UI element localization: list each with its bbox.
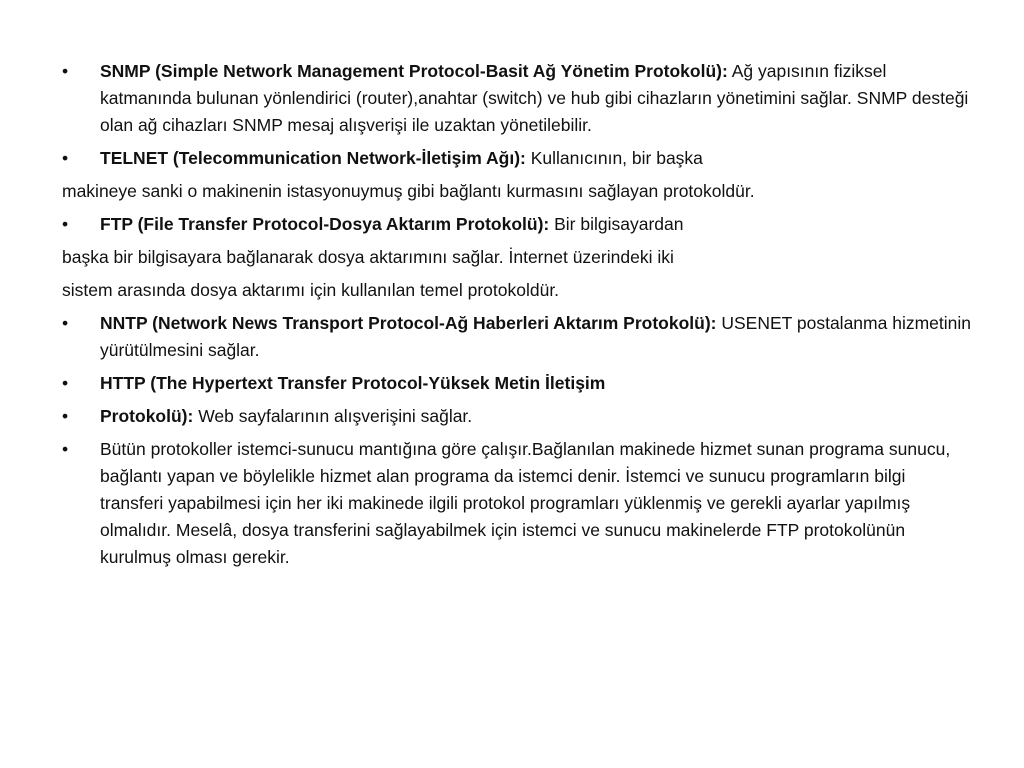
list-item-http [62,370,972,397]
paragraph-telnet-continued: makineye sanki o makinenin istasyonuymuş gibi bağlantı kurmasını sağlayan protokoldür. [62,181,755,201]
item-text: Ağ yapısının fiziksel katmanında bulunan yönlendirici (router),anahtar (switch) ve hub gibi cihazların yönetimini sağlar. SNMP desteği olan ağ cihazları SNMP mesaj alışverişi ile uzaktan yönetilebilir. [100,61,969,135]
list-item-client-server [62,436,972,571]
item-text: Bir bilgisayardan [549,214,684,234]
item-text: USENET postalanma hizmetinin yürütülmesini sağlar. [100,313,971,360]
item-text: Web sayfalarının alışverişini sağlar. [193,406,473,426]
list-item-http-continued [62,403,972,430]
item-text: Kullanıcının, bir başka [525,148,703,168]
bullet-icon: • [62,214,69,234]
list-item-telnet [62,145,972,172]
paragraph-ftp-continued-1: başka bir bilgisayara bağlanarak dosya aktarımını sağlar. İnternet üzerindeki iki [62,247,674,267]
slide-content [62,58,972,577]
item-heading: Protokolü): [100,406,194,426]
item-heading: HTTP (The Hypertext Transfer Protocol-Yüksek Metin İletişim [100,373,606,393]
item-heading: NNTP (Network News Transport Protocol-Ağ Haberleri Aktarım Protokolü): [100,313,717,333]
bullet-icon: • [62,313,69,333]
list-item-nntp [62,310,972,364]
list-item-ftp [62,211,972,238]
bullet-icon: • [62,61,69,81]
paragraph-ftp-continued-2: sistem arasında dosya aktarımı için kullanılan temel protokoldür. [62,280,560,300]
item-heading: FTP (File Transfer Protocol-Dosya Aktarım Protokolü): [100,214,550,234]
bullet-icon: • [62,439,69,459]
list-item-snmp [62,58,972,139]
item-heading: SNMP (Simple Network Management Protocol-Basit Ağ Yönetim Protokolü): [100,61,728,81]
bullet-icon: • [62,406,69,426]
bullet-icon: • [62,148,69,168]
item-text: Bütün protokoller istemci-sunucu mantığına göre çalışır.Bağlanılan makinede hizmet sunan programa sunucu, bağlantı yapan ve böylelikle hizmet alan programa da istemci denir. İstemci ve sunucu programların bilgi transferi yapabilmesi için her iki makinede ilgili protokol programları yüklenmiş ve gerekli ayarlar yapılmış olmalıdır. Meselâ, dosya transferini sağlayabilmek için istemci ve sunucu makinelerde FTP protokolünün kurulmuş olması gerekir. [100,439,951,567]
bullet-icon: • [62,373,69,393]
item-heading: TELNET (Telecommunication Network-İletişim Ağı): [100,148,526,168]
